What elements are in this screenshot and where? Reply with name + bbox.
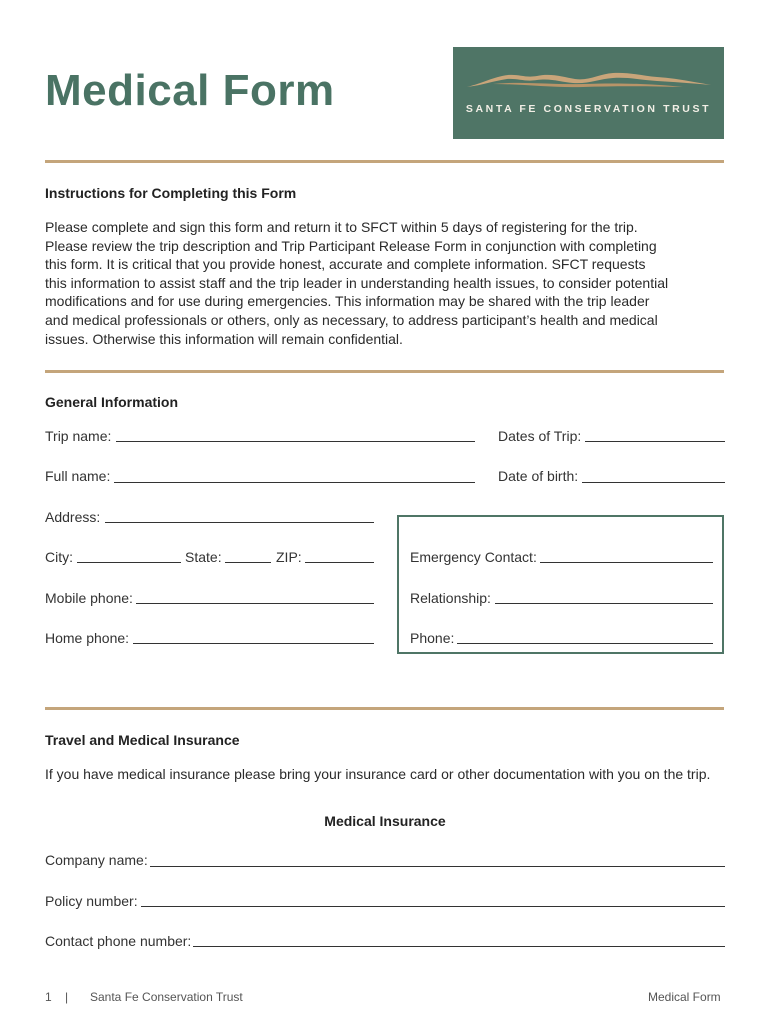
- general-heading: General Information: [45, 394, 179, 410]
- city-label: City:: [45, 549, 73, 565]
- emergency-phone-field[interactable]: [457, 643, 713, 644]
- address-field[interactable]: [105, 522, 374, 523]
- paragraph-line: Please complete and sign this form and return it to SFCT within 5 days of registering for the trip.: [45, 219, 638, 235]
- paragraph-line: Please review the trip description and Trip Participant Release Form in conjunction with completing: [45, 237, 657, 254]
- contact-phone-label: Contact phone number:: [45, 933, 192, 949]
- section-divider: [45, 707, 724, 710]
- dates-of-trip-label: Dates of Trip:: [498, 428, 582, 444]
- city-field[interactable]: [77, 562, 181, 563]
- footer-org: Santa Fe Conservation Trust: [90, 990, 243, 1004]
- mountain-logo-icon: [453, 47, 724, 139]
- address-label: Address:: [45, 509, 101, 525]
- mobile-phone-label: Mobile phone:: [45, 590, 133, 606]
- trip-name-field[interactable]: [116, 441, 475, 442]
- policy-number-label: Policy number:: [45, 893, 138, 909]
- footer-separator: |: [65, 990, 69, 1004]
- medical-insurance-subheading: Medical Insurance: [324, 813, 446, 829]
- insurance-heading: Travel and Medical Insurance: [45, 732, 240, 748]
- paragraph-line: this form. It is critical that you provide honest, accurate and complete information. SFCT requests: [45, 256, 646, 273]
- footer-doc-title: Medical Form: [648, 990, 721, 1004]
- emergency-contact-label: Emergency Contact:: [410, 549, 537, 565]
- full-name-field[interactable]: [114, 482, 475, 483]
- zip-label: ZIP:: [276, 549, 302, 565]
- home-phone-label: Home phone:: [45, 630, 130, 646]
- state-field[interactable]: [225, 562, 271, 563]
- relationship-label: Relationship:: [410, 590, 491, 606]
- paragraph-line: modifications and for use during emergencies. This information may be shared with the trip leader: [45, 293, 650, 310]
- home-phone-field[interactable]: [133, 643, 374, 644]
- trip-name-label: Trip name:: [45, 428, 112, 444]
- state-label: State:: [185, 549, 222, 565]
- paragraph-line: issues. Otherwise this information will remain confidential.: [45, 330, 403, 347]
- logo-wordmark: SANTA FE CONSERVATION TRUST: [465, 103, 712, 115]
- company-name-label: Company name:: [45, 852, 148, 868]
- contact-phone-field[interactable]: [193, 946, 725, 947]
- insurance-note: If you have medical insurance please bring your insurance card or other documentation with you on the trip.: [45, 766, 711, 782]
- section-divider: [45, 370, 724, 373]
- date-of-birth-label: Date of birth:: [498, 468, 579, 484]
- mobile-phone-field[interactable]: [136, 603, 374, 604]
- policy-number-field[interactable]: [141, 906, 725, 907]
- relationship-field[interactable]: [495, 603, 713, 604]
- instructions-paragraph: [45, 218, 725, 348]
- company-name-field[interactable]: [150, 866, 725, 867]
- full-name-label: Full name:: [45, 468, 111, 484]
- page-title: Medical Form: [45, 66, 335, 115]
- phone-label: Phone:: [410, 630, 455, 646]
- page-number: 1: [45, 990, 52, 1004]
- paragraph-line: and medical professionals or others, only as necessary, to address participant’s health and medical: [45, 311, 658, 328]
- dates-of-trip-field[interactable]: [585, 441, 725, 442]
- section-divider: [45, 160, 724, 163]
- sfct-logo: [453, 47, 724, 139]
- zip-field[interactable]: [305, 562, 374, 563]
- instructions-heading: Instructions for Completing this Form: [45, 185, 297, 201]
- paragraph-line: this information to assist staff and the trip leader in understanding health issues, to consider potential: [45, 274, 669, 291]
- emergency-contact-field[interactable]: [540, 562, 713, 563]
- date-of-birth-field[interactable]: [582, 482, 725, 483]
